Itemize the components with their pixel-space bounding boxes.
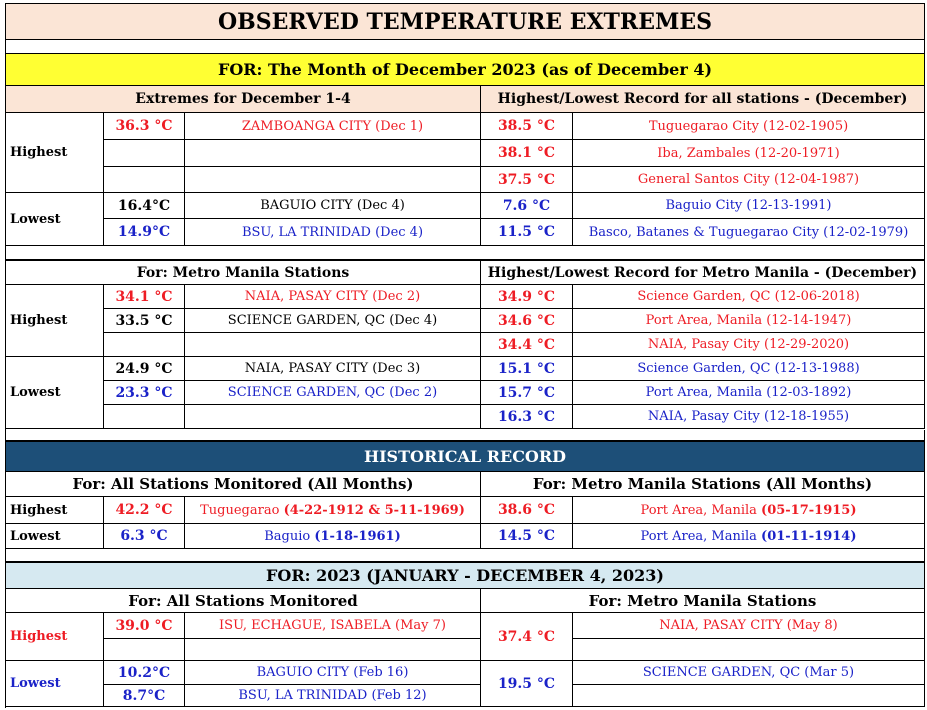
gap-row bbox=[5, 246, 925, 260]
historical-lowest-station: Baguio bbox=[264, 528, 311, 544]
empty-cell bbox=[185, 639, 481, 661]
empty-cell bbox=[573, 685, 925, 707]
historical-mm-highest-temp: 38.6 °C bbox=[481, 497, 573, 524]
month-banner: FOR: The Month of December 2023 (as of December 4) bbox=[6, 54, 925, 86]
empty-cell bbox=[104, 333, 185, 357]
report-title: OBSERVED TEMPERATURE EXTREMES bbox=[6, 4, 925, 40]
empty-cell bbox=[104, 167, 185, 193]
sec2-lowest-label: Lowest bbox=[6, 357, 104, 429]
historical-lowest-location bbox=[185, 524, 481, 549]
section-december-extremes bbox=[5, 53, 925, 246]
year2023-mm-location: NAIA, PASAY CITY (May 8) bbox=[573, 613, 925, 639]
empty-cell bbox=[185, 405, 481, 429]
historical-lowest-temp: 6.3 °C bbox=[104, 524, 185, 549]
historical-title: HISTORICAL RECORD bbox=[6, 442, 925, 472]
historical-mm-lowest-temp: 14.5 °C bbox=[481, 524, 573, 549]
historical-highest-temp: 42.2 °C bbox=[104, 497, 185, 524]
sec2-highest-label: Highest bbox=[6, 285, 104, 357]
sec2-location: NAIA, PASAY CITY (Dec 3) bbox=[185, 357, 481, 381]
empty-cell bbox=[185, 140, 481, 167]
historical-mm-highest-station: Port Area, Manila bbox=[640, 502, 757, 518]
historical-mm-lowest-date: (01-11-1914) bbox=[761, 528, 857, 544]
historical-highest-date: (4-22-1912 & 5-11-1969) bbox=[283, 502, 465, 518]
gap-cell bbox=[6, 549, 925, 562]
year2023-mm-temp: 19.5 °C bbox=[481, 661, 573, 707]
historical-lowest-label: Lowest bbox=[6, 524, 104, 549]
sec2-record-temp: 34.9 °C bbox=[481, 285, 573, 309]
sec1-location: BSU, LA TRINIDAD (Dec 4) bbox=[185, 219, 481, 246]
sec1-record-location: Baguio City (12-13-1991) bbox=[573, 193, 925, 219]
section-2023 bbox=[5, 562, 925, 708]
sec2-record-temp: 34.4 °C bbox=[481, 333, 573, 357]
empty-cell bbox=[104, 639, 185, 661]
spacer-row bbox=[6, 40, 925, 54]
sec1-record-temp: 7.6 °C bbox=[481, 193, 573, 219]
year2023-highest-label: Highest bbox=[6, 613, 104, 661]
sec1-lowest-label: Lowest bbox=[6, 193, 104, 246]
sec2-left-header: For: Metro Manila Stations bbox=[6, 261, 481, 285]
gap-cell bbox=[6, 430, 925, 441]
section-metro-manila bbox=[5, 260, 925, 430]
empty-cell bbox=[104, 140, 185, 167]
year2023-title: FOR: 2023 (JANUARY - DECEMBER 4, 2023) bbox=[6, 563, 925, 589]
sec1-record-temp: 11.5 °C bbox=[481, 219, 573, 246]
sec2-record-temp: 16.3 °C bbox=[481, 405, 573, 429]
sec2-record-location: NAIA, Pasay City (12-18-1955) bbox=[573, 405, 925, 429]
sec1-location: BAGUIO CITY (Dec 4) bbox=[185, 193, 481, 219]
sec2-right-header: Highest/Lowest Record for Metro Manila - (December) bbox=[481, 261, 925, 285]
sec1-right-header: Highest/Lowest Record for all stations - (December) bbox=[481, 86, 925, 113]
year2023-left-header: For: All Stations Monitored bbox=[6, 589, 481, 613]
empty-cell bbox=[185, 333, 481, 357]
sec1-left-header: Extremes for December 1-4 bbox=[6, 86, 481, 113]
sec1-record-location: Tuguegarao City (12-02-1905) bbox=[573, 113, 925, 140]
sec1-highest-label: Highest bbox=[6, 113, 104, 193]
sec2-location: SCIENCE GARDEN, QC (Dec 4) bbox=[185, 309, 481, 333]
empty-cell bbox=[185, 167, 481, 193]
sec1-record-temp: 38.1 °C bbox=[481, 140, 573, 167]
sec2-record-temp: 15.1 °C bbox=[481, 357, 573, 381]
sec1-temp: 36.3 °C bbox=[104, 113, 185, 140]
sec2-record-temp: 34.6 °C bbox=[481, 309, 573, 333]
historical-highest-location bbox=[185, 497, 481, 524]
sec1-record-location: Iba, Zambales (12-20-1971) bbox=[573, 140, 925, 167]
year2023-temp: 10.2°C bbox=[104, 661, 185, 685]
year2023-location: BAGUIO CITY (Feb 16) bbox=[185, 661, 481, 685]
sec1-record-location: General Santos City (12-04-1987) bbox=[573, 167, 925, 193]
sec2-record-location: Port Area, Manila (12-03-1892) bbox=[573, 381, 925, 405]
historical-mm-highest-date: (05-17-1915) bbox=[761, 502, 857, 518]
empty-cell bbox=[573, 639, 925, 661]
sec1-record-temp: 38.5 °C bbox=[481, 113, 573, 140]
gap-row bbox=[5, 549, 925, 562]
sec1-record-temp: 37.5 °C bbox=[481, 167, 573, 193]
historical-mm-lowest-location bbox=[573, 524, 925, 549]
gap-cell bbox=[6, 246, 925, 260]
gap-row bbox=[5, 430, 925, 441]
sec1-temp: 14.9°C bbox=[104, 219, 185, 246]
historical-highest-label: Highest bbox=[6, 497, 104, 524]
sec2-temp: 33.5 °C bbox=[104, 309, 185, 333]
sec1-temp: 16.4°C bbox=[104, 193, 185, 219]
sec2-temp: 24.9 °C bbox=[104, 357, 185, 381]
empty-cell bbox=[104, 405, 185, 429]
sec2-location: NAIA, PASAY CITY (Dec 2) bbox=[185, 285, 481, 309]
sec2-temp: 34.1 °C bbox=[104, 285, 185, 309]
sec2-record-temp: 15.7 °C bbox=[481, 381, 573, 405]
historical-left-header: For: All Stations Monitored (All Months) bbox=[6, 472, 481, 497]
year2023-mm-location: SCIENCE GARDEN, QC (Mar 5) bbox=[573, 661, 925, 685]
historical-lowest-date: (1-18-1961) bbox=[314, 528, 401, 544]
historical-right-header: For: Metro Manila Stations (All Months) bbox=[481, 472, 925, 497]
historical-mm-highest-location bbox=[573, 497, 925, 524]
sec2-record-location: Port Area, Manila (12-14-1947) bbox=[573, 309, 925, 333]
year2023-lowest-label: Lowest bbox=[6, 661, 104, 707]
sec1-location: ZAMBOANGA CITY (Dec 1) bbox=[185, 113, 481, 140]
historical-highest-station: Tuguegarao bbox=[200, 502, 280, 518]
title-block bbox=[5, 3, 925, 53]
year2023-location: BSU, LA TRINIDAD (Feb 12) bbox=[185, 685, 481, 707]
section-historical-record bbox=[5, 441, 925, 549]
sec1-record-location: Basco, Batanes & Tuguegarao City (12-02-1979) bbox=[573, 219, 925, 246]
year2023-right-header: For: Metro Manila Stations bbox=[481, 589, 925, 613]
sec2-record-location: Science Garden, QC (12-06-2018) bbox=[573, 285, 925, 309]
year2023-location: ISU, ECHAGUE, ISABELA (May 7) bbox=[185, 613, 481, 639]
year2023-mm-temp: 37.4 °C bbox=[481, 613, 573, 661]
historical-mm-lowest-station: Port Area, Manila bbox=[640, 528, 757, 544]
year2023-temp: 39.0 °C bbox=[104, 613, 185, 639]
sec2-temp: 23.3 °C bbox=[104, 381, 185, 405]
sec2-record-location: NAIA, Pasay City (12-29-2020) bbox=[573, 333, 925, 357]
sec2-record-location: Science Garden, QC (12-13-1988) bbox=[573, 357, 925, 381]
sec2-location: SCIENCE GARDEN, QC (Dec 2) bbox=[185, 381, 481, 405]
year2023-temp: 8.7°C bbox=[104, 685, 185, 707]
